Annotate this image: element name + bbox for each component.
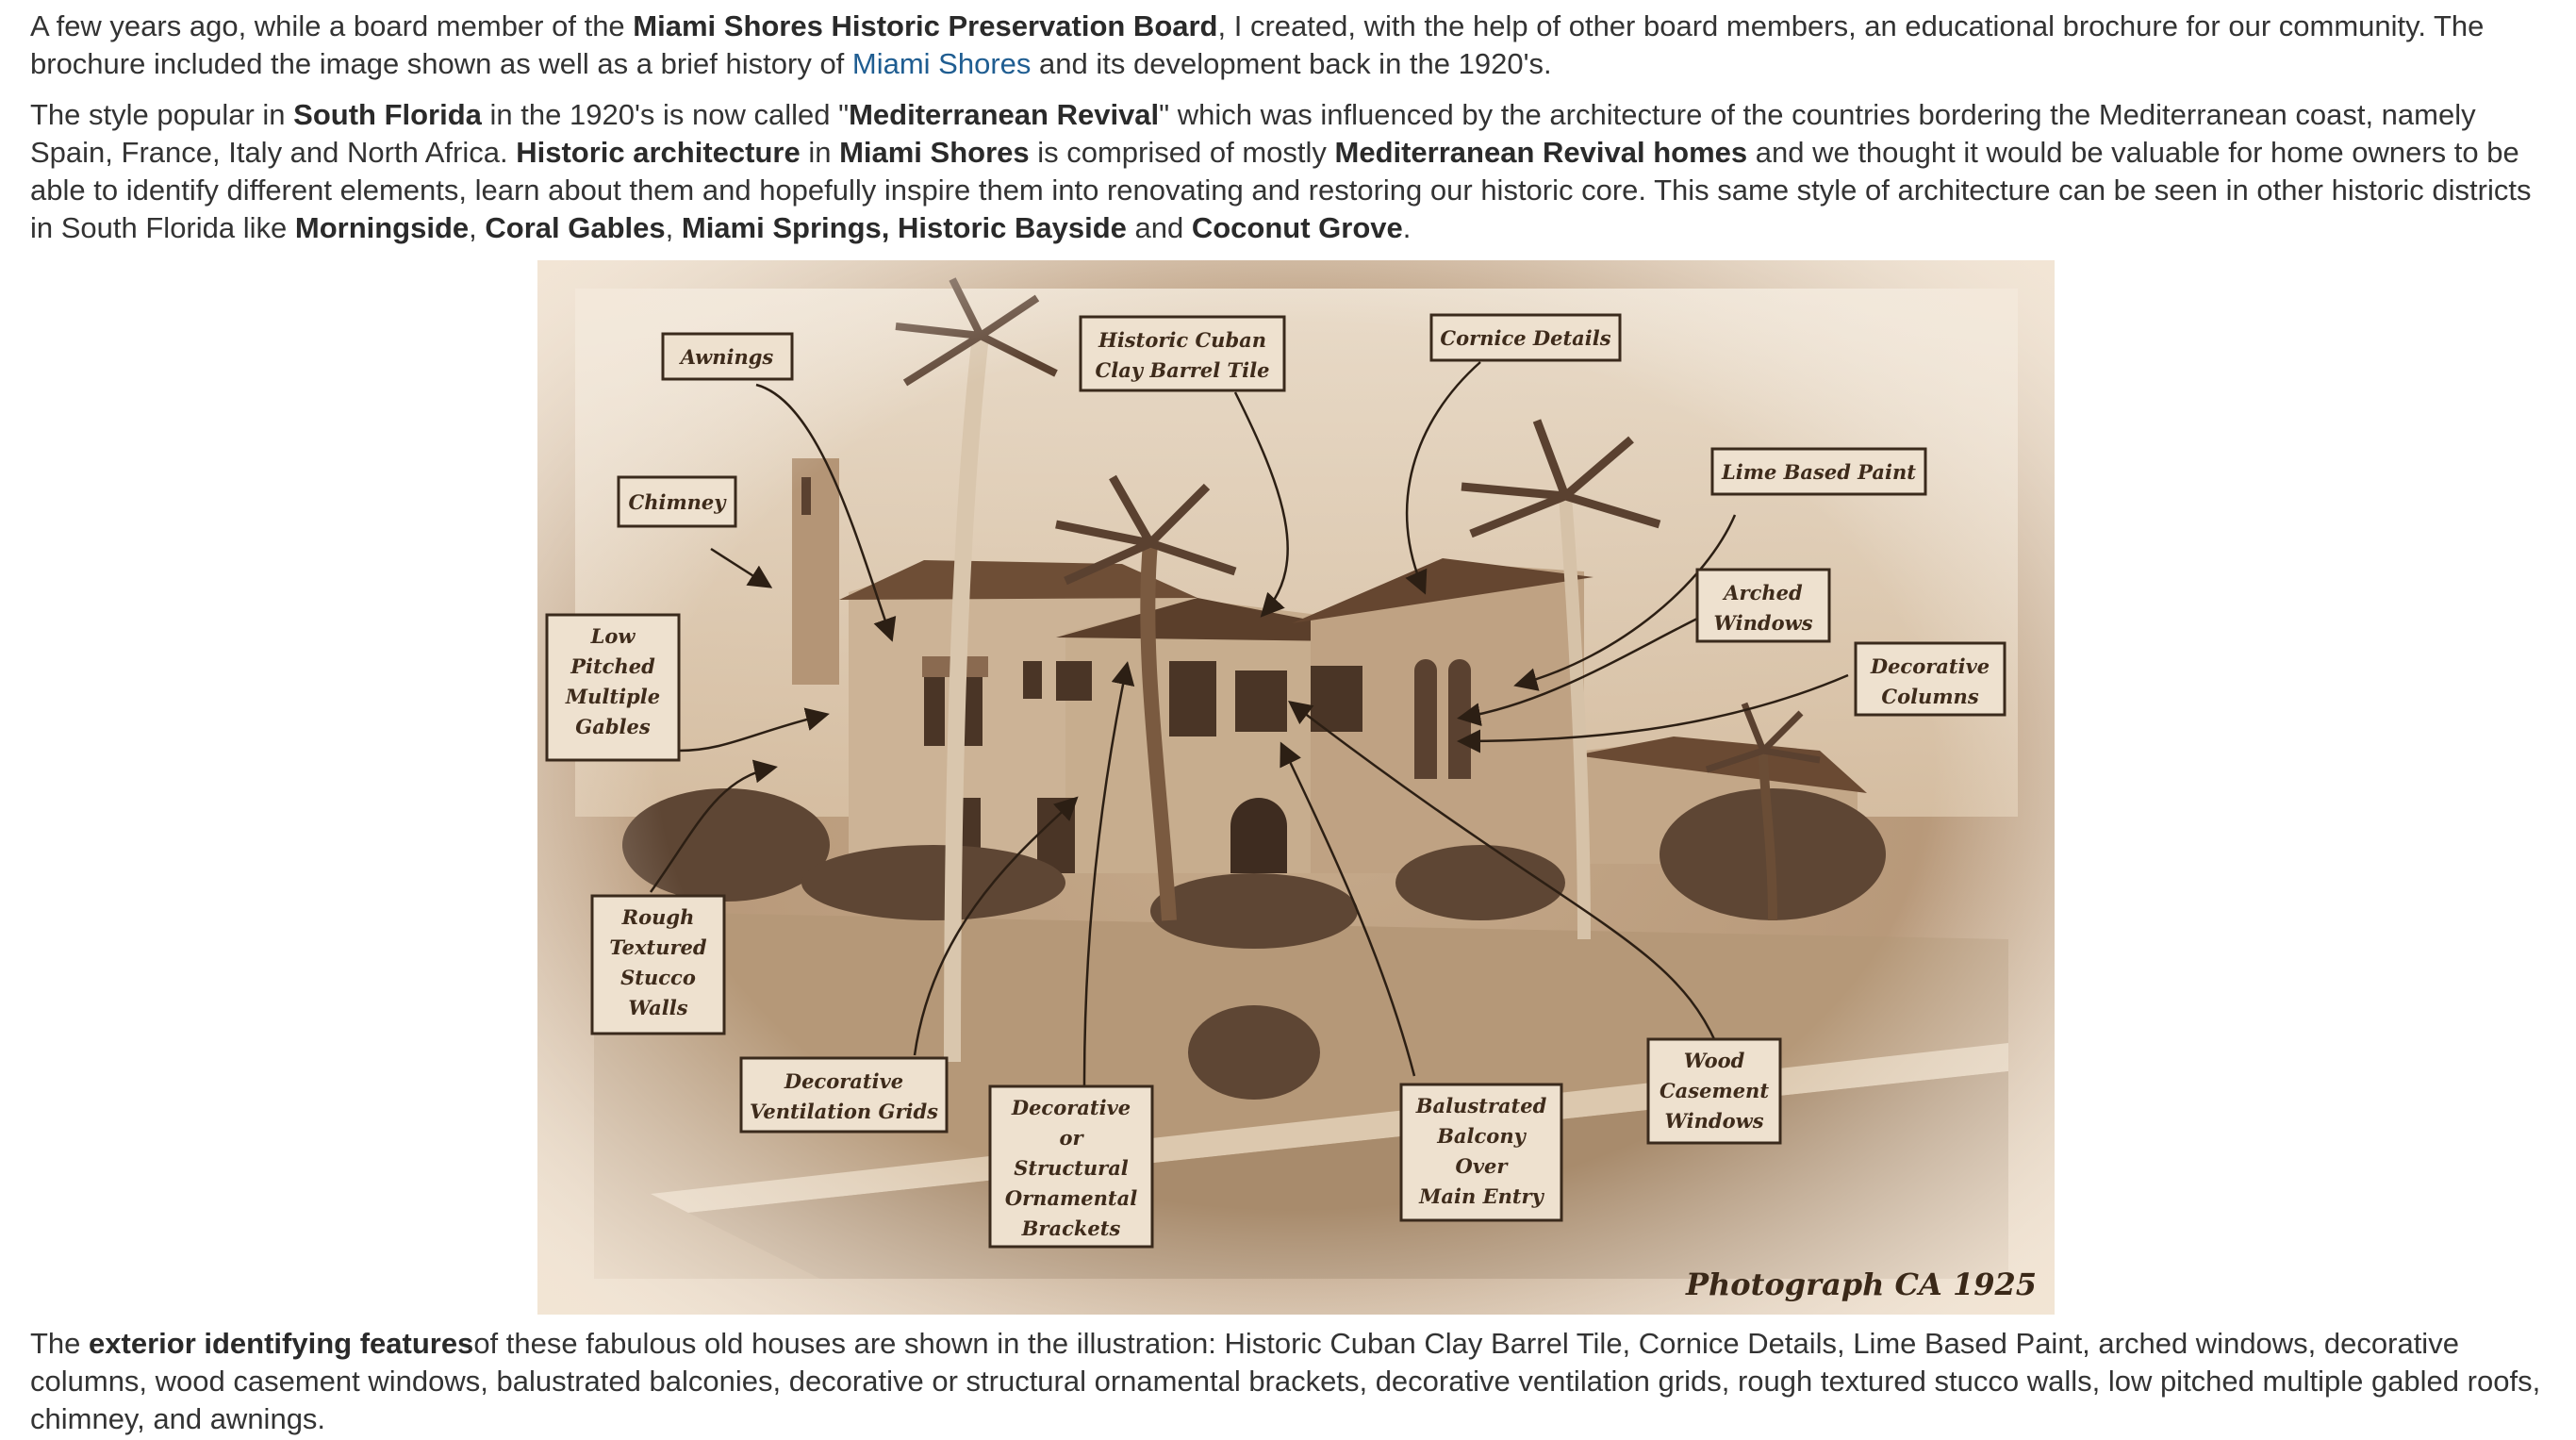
label-stucco-line: Stucco [620,966,696,989]
label-arched [1697,570,1829,641]
style-bold: Historic architecture [516,136,801,169]
style-text: in the 1920's is now called " [481,98,850,131]
label-balcony-line: Balcony [1437,1124,1526,1148]
label-tile-line: Clay Barrel Tile [1095,358,1270,382]
label-tile [1081,317,1284,390]
label-gables-line: Low [590,624,636,648]
miami-shores-link[interactable]: Miami Shores [851,47,1032,80]
style-bold: Morningside [294,211,470,244]
style-text: is comprised of mostly [1029,136,1335,169]
label-casement-line: Wood [1683,1049,1745,1072]
style-text: The style popular in [30,98,294,131]
intro-paragraph [30,8,2557,83]
label-stucco-line: Textured [609,935,707,959]
label-brackets-line: Brackets [1021,1217,1121,1240]
label-balcony-line: Main Entry [1419,1184,1544,1208]
label-stucco-line: Rough [621,905,695,929]
intro-text: and its development back in the 1920's. [1031,47,1552,80]
style-text: and we thought it would be valuable for home owners to be able to identify different elements, learn about them and hopefully inspire them into renovating and restoring our historic core. This same style of architecture can be seen in other historic districts in South Florida like [30,136,2532,244]
features-bold: exterior identifying features [89,1327,474,1360]
label-chimney-line: Chimney [628,490,726,514]
label-brackets-line: or [1059,1126,1083,1150]
label-chimney [619,477,735,526]
style-text: , [469,211,486,244]
style-bold: Miami Springs, Historic Bayside [681,211,1127,244]
label-stucco-line: Walls [628,996,688,1019]
features-paragraph [30,1325,2557,1438]
photo-caption: Photograph CA 1925 [1685,1266,2037,1302]
label-casement [1648,1039,1780,1143]
style-text: and [1126,211,1192,244]
features-text: The [30,1327,90,1360]
label-gables-line: Gables [575,715,651,738]
label-columns-line: Columns [1881,685,1979,708]
features-text: of these fabulous old houses are shown in the illustration: Historic Cuban Clay Barrel Tile, Cornice Details, Lime Based Paint, arched windows, decorative columns, wood casement windows, balustrated balconies, decorative or structural ornamental brackets, decorative ventilation grids, rough textured stucco walls, low pitched multiple gabled roofs, chimney, and awnings. [30,1327,2541,1435]
label-awnings-line: Awnings [680,345,774,369]
label-brackets-line: Decorative [1011,1096,1131,1119]
label-columns [1856,643,2005,715]
label-casement-line: Casement [1659,1079,1770,1102]
style-paragraph [30,96,2557,247]
style-bold: Coral Gables [485,211,666,244]
label-cornice-line: Cornice Details [1440,326,1611,350]
label-vent-line: Ventilation Grids [749,1100,939,1123]
label-vent [741,1058,947,1132]
label-balcony-line: Balustrated [1415,1094,1547,1117]
label-gables-line: Pitched [570,654,655,678]
label-arched-line: Windows [1713,611,1813,635]
label-balcony-line: Over [1455,1154,1508,1178]
label-lime-line: Lime Based Paint [1722,460,1916,484]
label-balcony [1401,1084,1561,1220]
label-gables-line: Multiple [565,685,661,708]
label-vent-line: Decorative [784,1069,904,1093]
style-text: " which was influenced by the architecture of the countries bordering the Mediterranean coast, namely Spain, France, Italy and North Africa. [30,98,2476,169]
label-arched-line: Arched [1724,581,1803,604]
label-brackets-line: Structural [1014,1156,1129,1180]
style-text: . [1402,211,1412,244]
label-stucco [592,896,724,1034]
label-brackets [990,1086,1152,1247]
label-columns-line: Decorative [1870,654,1990,678]
label-brackets-line: Ornamental [1004,1186,1138,1210]
intro-text: , I created, with the help of other board members, an educational brochure for our community. The brochure included the image shown as well as a brief history of [30,9,2485,80]
intro-bold-board: Miami Shores Historic Preservation Board [633,9,1218,42]
style-text: in [800,136,840,169]
label-lime [1712,449,1925,494]
style-bold: Coconut Grove [1191,211,1403,244]
label-casement-line: Windows [1664,1109,1764,1133]
vignette [537,260,2055,1315]
label-tile-line: Historic Cuban [1098,328,1267,352]
label-gables [547,615,679,760]
label-cornice [1431,315,1620,360]
style-bold: Mediterranean Revival homes [1334,136,1748,169]
intro-text: A few years ago, while a board member of the [30,9,634,42]
annotated-house-photo [537,260,2055,1315]
label-awnings [663,334,792,379]
style-text: , [665,211,682,244]
style-bold: Mediterranean Revival [849,98,1160,131]
style-bold: South Florida [293,98,482,131]
style-bold: Miami Shores [839,136,1030,169]
